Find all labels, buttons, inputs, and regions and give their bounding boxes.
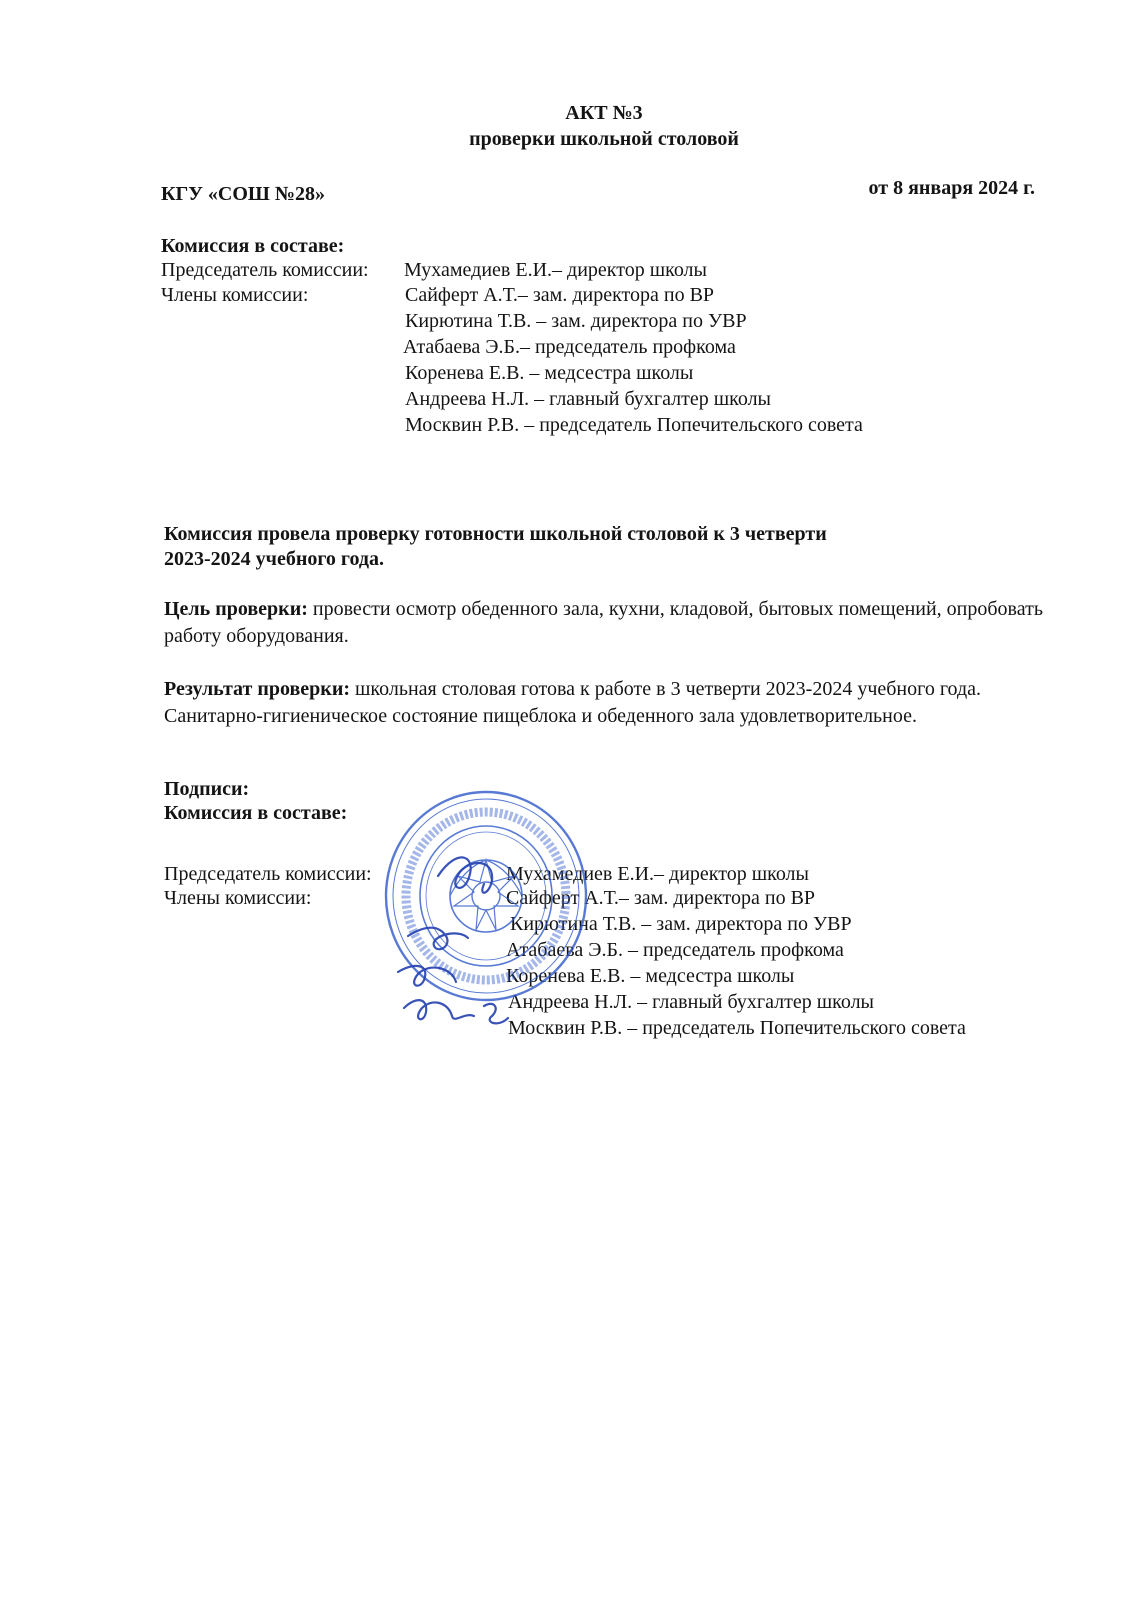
list-item: Кирютина Т.В. – зам. директора по УВР: [510, 913, 852, 935]
goal-label: Цель проверки:: [164, 598, 308, 620]
list-item: Атабаева Э.Б. – председатель профкома: [506, 939, 844, 961]
act-date: от 8 января 2024 г.: [868, 177, 1035, 199]
list-item: Коренева Е.В. – медсестра школы: [506, 965, 795, 987]
goal-text: провести осмотр обеденного зала, кухни, кладовой, бытовых помещений, опробовать работу оборудования.: [164, 598, 1043, 647]
chair-name: Мухамедиев Е.И.– директор школы: [404, 259, 707, 281]
list-item: Сайферт А.Т.– зам. директора по ВР: [506, 887, 816, 909]
list-item: Москвин Р.В. – председатель Попечительского совета: [405, 414, 863, 436]
list-item: Коренева Е.В. – медсестра школы: [405, 362, 694, 384]
statement-line-1: Комиссия провела проверку готовности школьной столовой к 3 четверти: [164, 523, 827, 545]
list-item: Андреева Н.Л. – главный бухгалтер школы: [405, 388, 771, 410]
goal-paragraph: [164, 596, 1064, 650]
list-item: Сайферт А.Т.– зам. директора по ВР: [405, 284, 715, 306]
signatures-members-label: Члены комиссии:: [164, 887, 312, 909]
signatures-chair-label: Председатель комиссии:: [164, 863, 372, 885]
official-stamp: [368, 776, 590, 1048]
list-item: Москвин Р.В. – председатель Попечительского совета: [508, 1017, 966, 1039]
result-label: Результат проверки:: [164, 678, 351, 700]
chair-label: Председатель комиссии:: [161, 259, 369, 281]
signatures-commission-heading: Комиссия в составе:: [164, 802, 348, 824]
commission-heading: Комиссия в составе:: [161, 235, 345, 257]
result-paragraph: [164, 676, 1064, 730]
signatures-heading: Подписи:: [164, 778, 250, 800]
list-item: Андреева Н.Л. – главный бухгалтер школы: [508, 991, 874, 1013]
act-subject: проверки школьной столовой: [469, 128, 739, 150]
list-item: Кирютина Т.В. – зам. директора по УВР: [405, 310, 747, 332]
organization-name: КГУ «СОШ №28»: [161, 183, 325, 205]
result-text: школьная столовая готова к работе в 3 четверти 2023-2024 учебного года. Санитарно-гигиеническое состояние пищеблока и обеденного зала удовлетворительное.: [164, 678, 982, 727]
members-label: Члены комиссии:: [161, 284, 309, 306]
statement-line-2: 2023-2024 учебного года.: [164, 548, 385, 570]
document-title: [0, 100, 1131, 152]
act-number: АКТ №3: [565, 102, 643, 124]
list-item: Атабаева Э.Б.– председатель профкома: [403, 336, 736, 358]
signatures-chair-name: Мухамедиев Е.И.– директор школы: [506, 863, 809, 885]
